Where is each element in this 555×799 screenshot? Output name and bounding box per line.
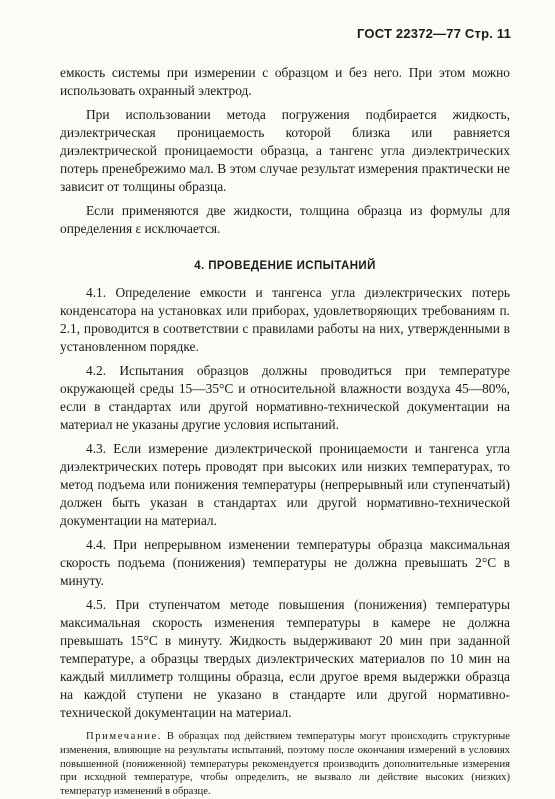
clause-4-2: 4.2. Испытания образцов должны проводиться при температуре окружающей среды 15—35°С и относительной влажности воздуха 45—80%, если в стандартах или другой нормативно-технической документации на материал не указаны другие условия испытаний. <box>60 363 510 432</box>
page-header: ГОСТ 22372—77 Стр. 11 <box>356 26 511 41</box>
note-text: В образцах под действием температуры могут происходить структурные изменения, влияющие на результаты испытаний, поэтому после окончания измерений в условиях повышенной (пониженной) температуры рекомендуется производить дополнительные измерения при исходной температуре, чтобы определить, не вызвало ли действие высоких (низких) температур изменений в образце. <box>60 731 510 798</box>
paragraph: Если применяются две жидкости, толщина образца из формулы для определения ε исключается. <box>60 203 510 236</box>
clause-4-4: 4.4. При непрерывном изменении температуры образца максимальная скорость подъема (понижения) температуры не должна превышать 2°С в минуту. <box>60 537 510 588</box>
section-heading: 4. ПРОВЕДЕНИЕ ИСПЫТАНИЙ <box>194 260 376 272</box>
paragraph: При использовании метода погружения подбирается жидкость, диэлектрическая проницаемость которой близка или равняется диэлектрической проницаемости образца, а тангенс угла диэлектрических потерь пренебрежимо мал. В этом случае результат измерения практически не зависит от толщины образца. <box>60 107 510 194</box>
page-content <box>60 64 510 799</box>
clause-4-1: 4.1. Определение емкости и тангенса угла диэлектрических потерь конденсатора на установках или приборах, удовлетворяющих требованиям п. 2.1, проводится в соответствии с правилами работы на них, утвержденными в установленном порядке. <box>60 285 510 354</box>
clause-4-5: 4.5. При ступенчатом методе повышения (понижения) температуры максимальная скорость изменения температуры в камере не должна превышать 15°С в минуту. Жидкость выдерживают 20 мин при заданной температуре, а образцы твердых диэлектрических материалов по 10 мин на каждый миллиметр толщины образца, если другое время выдержки образца на каждой ступени не указано в стандарте или другой нормативно-технической документации на материал. <box>60 597 510 720</box>
note-paragraph <box>60 730 510 799</box>
clause-4-3: 4.3. Если измерение диэлектрической проницаемости и тангенса угла диэлектрических потерь проводят при высоких или низких температурах, то метод подъема или понижения температуры (непрерывный или ступенчатый) должен быть указан в стандартах или другой нормативно-технической документации на материал. <box>60 441 510 528</box>
note <box>60 730 510 799</box>
paragraph: емкость системы при измерении с образцом и без него. При этом можно использовать охранный электрод. <box>60 65 510 98</box>
note-label: Примечание. <box>86 731 163 742</box>
